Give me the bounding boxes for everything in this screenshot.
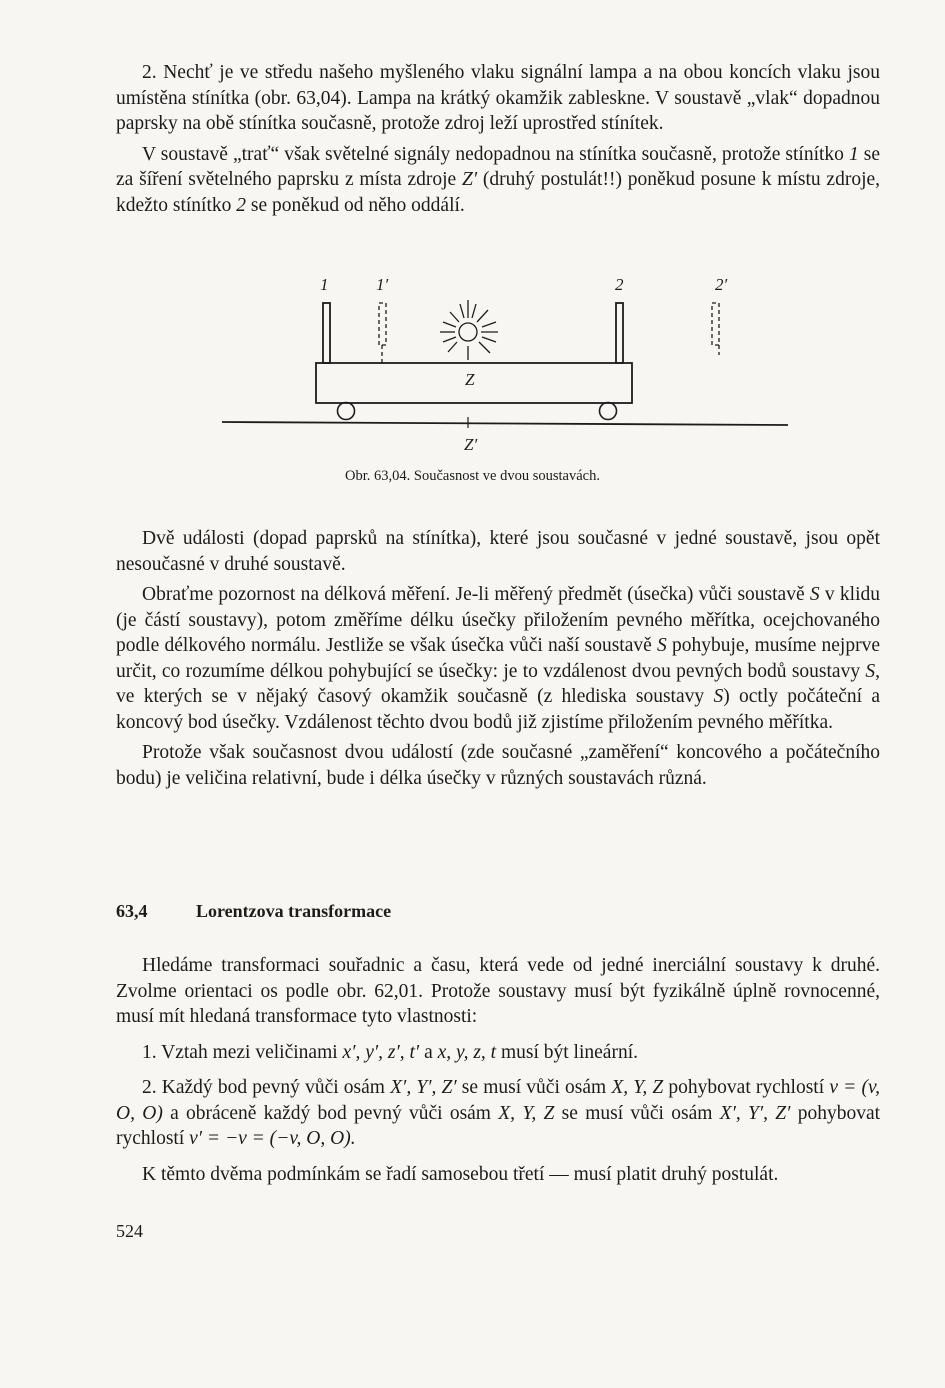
paragraph-7: K těmto dvěma podmínkám se řadí samosebou třetí — musí platit druhý postulát. bbox=[142, 1163, 779, 1185]
paragraph-1: 2. Nechť je ve středu našeho myšleného vlaku signální lampa a na obou koncích vlaku jsou umístěna stínítka (obr. 63,04). Lampa na krátký okamžik zableskne. V soustavě „vlak“ dopadnou paprsky na obě stínítka současně, protože zdroj leží uprostřed stínítek. bbox=[116, 62, 880, 134]
var-s: S bbox=[865, 660, 876, 682]
paragraph-5: Protože však současnost dvou událostí (zde současné „zaměření“ koncového a počátečního bodu) je veličina relativní, bude i délka úsečky v různých soustavách různá. bbox=[116, 742, 880, 789]
wheel-right bbox=[600, 403, 617, 420]
para2-part-a: V soustavě „trať“ však světelné signály nedopadnou na stínítka současně, protože stínítko bbox=[142, 143, 844, 165]
fig-label-z-prime: Z′ bbox=[464, 435, 478, 454]
fig-label-2-prime: 2′ bbox=[715, 275, 728, 294]
fig-label-1: 1 bbox=[320, 275, 329, 294]
para2-part-c: (druhý postulát!!) poněkud posune k místu zdroje, kdežto stínítko bbox=[116, 169, 881, 216]
text-block-top bbox=[116, 60, 880, 218]
paragraph-4: Obraťme pozornost na délková měření. Je-li měřený předmět (úsečka) vůči soustavě S v klidu (je částí soustavy), potom změříme délku úsečky přiložením pevného měřítka, ocejchovaného podle délkového normálu. Jestliže se však úsečka vůči naší soustavě S pohybuje, musíme nejprve určit, co rozumíme délkou pohybující se úsečky: je to vzdálenost dvou pevných bodů soustavy S, ve kterých se v nějaký časový okamžik současně (z hlediska soustavy S) octly počáteční a koncový bod úsečky. Vzdálenost těchto dvou bodů již zjistíme přiložením pevného měřítka. bbox=[116, 584, 881, 733]
figure-train-diagram bbox=[210, 270, 800, 460]
z-prime-ref: Z′ bbox=[461, 169, 478, 190]
paragraph-6: Hledáme transformaci souřadnic a času, která vede od jedné inerciální soustavy k druhé. Zvolme orientaci os podle obr. 62,01. Protože soustavy musí být fyzikálně úplně rovnocenné, musí mít hledaná transformace tyto vlastnosti: bbox=[116, 955, 880, 1027]
list-item-2: 2. Každý bod pevný vůči osám X′, Y′, Z′ se musí vůči osám X, Y, Z pohybovat rychlostí v = (v, O, O) a obráceně každý bod pevný vůči osám X, Y, Z se musí vůči osám X′, Y′, Z′ pohybovat rychlostí v′ = −v = (−v, O, O). bbox=[116, 1077, 881, 1149]
screen-2-prime bbox=[712, 303, 719, 345]
fig-label-2: 2 bbox=[615, 275, 624, 294]
paragraph-3: Dvě události (dopad paprsků na stínítka), které jsou současné v jedné soustavě, jsou opět nesoučasné v druhé soustavě. bbox=[116, 528, 880, 575]
section-number: 63,4 bbox=[116, 901, 148, 921]
para2-part-d: se poněkud od něho oddálí. bbox=[250, 194, 465, 216]
var-s: S bbox=[713, 686, 724, 707]
paragraph-2 bbox=[116, 142, 880, 219]
screen-1-prime bbox=[379, 303, 386, 345]
screen-2-ref: 2 bbox=[236, 194, 246, 216]
fig-label-1-prime: 1′ bbox=[376, 275, 389, 294]
list-item-1: 1. Vztah mezi veličinami x′, y′, z′, t′ a x, y, z, t musí být lineární. bbox=[142, 1041, 638, 1063]
figure-caption: Obr. 63,04. Současnost ve dvou soustavách. bbox=[345, 468, 600, 484]
screen-2 bbox=[616, 303, 623, 363]
var-s: S bbox=[809, 584, 820, 605]
section-heading bbox=[116, 901, 391, 922]
fig-label-z: Z bbox=[465, 370, 475, 389]
section-title: Lorentzova transformace bbox=[196, 901, 392, 921]
text-block-middle bbox=[116, 526, 880, 791]
wheel-left bbox=[338, 403, 355, 420]
screen-1 bbox=[323, 303, 330, 363]
rail-track bbox=[222, 422, 788, 425]
screen-1-ref: 1 bbox=[848, 143, 859, 165]
var-s: S bbox=[656, 635, 667, 656]
text-block-bottom bbox=[116, 953, 880, 1187]
lamp-icon bbox=[440, 300, 498, 360]
para2-part-b: se za šíření světelného paprsku z místa zdroje bbox=[116, 143, 881, 190]
page-number: 524 bbox=[116, 1221, 143, 1241]
